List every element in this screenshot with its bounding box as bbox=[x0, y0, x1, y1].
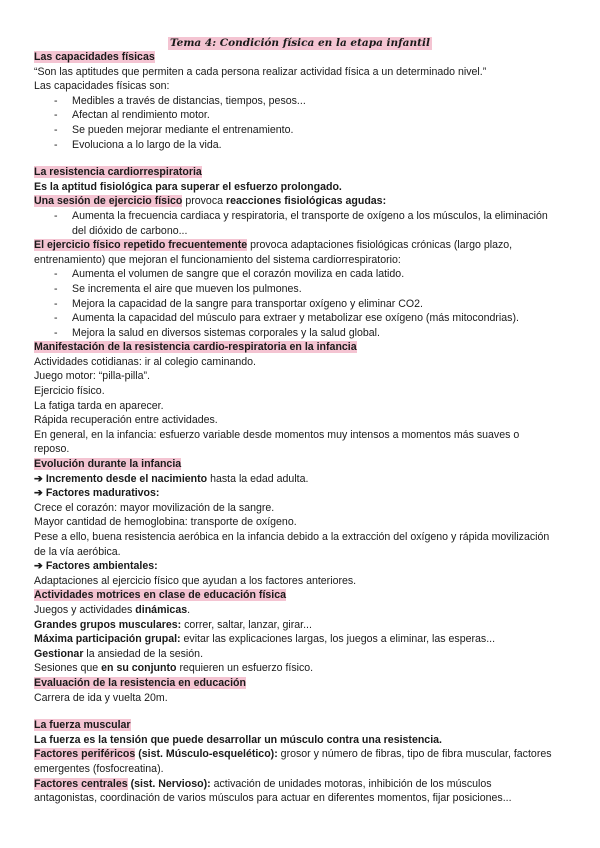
manifestacion-line: Rápida recuperación entre actividades. bbox=[34, 414, 218, 427]
bold-span: en su conjunto bbox=[101, 662, 177, 675]
text-span: Sesiones que bbox=[34, 662, 102, 675]
text-span: Juegos y actividades bbox=[34, 603, 136, 616]
centrales-line bbox=[34, 777, 554, 806]
text-span: . bbox=[187, 603, 191, 616]
incremento-bold: ➔ Incremento desde el nacimiento bbox=[34, 472, 208, 485]
sesion-bold: reacciones fisiológicas agudas: bbox=[225, 195, 387, 208]
repetido-line bbox=[34, 238, 554, 267]
list-item: - Evoluciona a lo largo de la vida. bbox=[34, 138, 554, 153]
text-span: evitar las explicaciones largas, los juegos a eliminar, las esperas... bbox=[180, 633, 496, 646]
incremento-line bbox=[34, 472, 554, 487]
list-item: - Aumenta la capacidad del músculo para extraer y metabolizar ese oxígeno (más mitocondrias). bbox=[34, 311, 554, 326]
list-item: - Medibles a través de distancias, tiempos, pesos... bbox=[34, 94, 554, 109]
actividades-line bbox=[34, 632, 554, 647]
sesion-highlight: Una sesión de ejercicio físico bbox=[34, 195, 183, 208]
list-item: - Afectan al rendimiento motor. bbox=[34, 108, 554, 123]
page-title: Tema 4: Condición física en la etapa infantil bbox=[170, 37, 430, 49]
ambientales-line: Adaptaciones al ejercicio físico que ayudan a los factores anteriores. bbox=[34, 574, 357, 587]
sesion-line bbox=[34, 194, 554, 209]
list-item: - Aumenta la frecuencia cardiaca y respiratoria, el transporte de oxígeno a los músculos, la eliminación del dióxido de carbono... bbox=[34, 209, 554, 238]
madurativos-line: Crece el corazón: mayor movilización de la sangre. bbox=[34, 501, 275, 514]
list-capacidades bbox=[34, 94, 554, 152]
repetido-highlight: El ejercicio físico repetido frecuentemente bbox=[34, 239, 248, 252]
list-item: - Aumenta el volumen de sangre que el corazón moviliza en cada latido. bbox=[34, 267, 554, 282]
perifericos-line bbox=[34, 747, 554, 776]
manifestacion-line: Juego motor: “pilla-pilla”. bbox=[34, 370, 150, 383]
manifestacion-line: En general, en la infancia: esfuerzo variable desde momentos muy intensos a momentos más suaves o reposo. bbox=[34, 428, 520, 456]
heading-fuerza: La fuerza muscular bbox=[34, 719, 131, 732]
list-item: - Se pueden mejorar mediante el entrenamiento. bbox=[34, 123, 554, 138]
text-span: correr, saltar, lanzar, girar... bbox=[181, 618, 312, 631]
heading-manifestacion: Manifestación de la resistencia cardio-respiratoria en la infancia bbox=[34, 341, 357, 354]
evaluacion-line: Carrera de ida y vuelta 20m. bbox=[34, 691, 168, 704]
bold-span: (sist. Músculo-esquelético): bbox=[135, 748, 278, 761]
centrales-highlight: Factores centrales bbox=[34, 777, 128, 790]
document-body bbox=[34, 50, 554, 806]
actividades-line bbox=[34, 618, 554, 633]
list-item: - Se incrementa el aire que mueven los pulmones. bbox=[34, 282, 554, 297]
list-reacciones bbox=[34, 209, 554, 238]
text-span: requieren un esfuerzo físico. bbox=[176, 662, 314, 675]
title-row bbox=[0, 36, 600, 51]
madurativos-line: Mayor cantidad de hemoglobina: transporte de oxígeno. bbox=[34, 516, 297, 529]
heading-resistencia: La resistencia cardiorrespiratoria bbox=[34, 166, 202, 179]
actividades-line bbox=[34, 647, 554, 662]
text-span: la ansiedad de la sesión. bbox=[83, 647, 204, 660]
actividades-line bbox=[34, 603, 554, 618]
heading-actividades: Actividades motrices en clase de educación física bbox=[34, 589, 287, 602]
text-span: activación de unidades motoras, inhibición de los músculos antagonistas, coordinación de varios músculos para actuar en diferentes momentos, fijar posiciones... bbox=[34, 777, 512, 805]
madurativos-line: Pese a ello, buena resistencia aeróbica en la infancia debido a la extracción del oxígeno y rápida movilización de la vía aeróbica. bbox=[34, 531, 550, 558]
actividades-line bbox=[34, 661, 554, 676]
quote-capacidades: “Son las aptitudes que permiten a cada persona realizar actividad física a un determinado nivel.” bbox=[34, 65, 487, 78]
heading-capacidades: Las capacidades físicas bbox=[34, 51, 155, 63]
bold-span: dinámicas bbox=[135, 603, 188, 616]
intro-capacidades: Las capacidades físicas son: bbox=[34, 80, 170, 93]
heading-evaluacion: Evaluación de la resistencia en educación bbox=[34, 676, 246, 689]
list-item: - Mejora la capacidad de la sangre para transportar oxígeno y eliminar CO2. bbox=[34, 297, 554, 312]
manifestacion-line: Ejercicio físico. bbox=[34, 385, 105, 398]
bold-span: Gestionar bbox=[34, 647, 84, 660]
madurativos-heading: ➔ Factores madurativos: bbox=[34, 487, 160, 500]
heading-evolucion: Evolución durante la infancia bbox=[34, 458, 182, 471]
list-adaptaciones bbox=[34, 267, 554, 340]
bold-span: Grandes grupos musculares: bbox=[34, 618, 182, 631]
def-fuerza: La fuerza es la tensión que puede desarrollar un músculo contra una resistencia. bbox=[34, 733, 442, 746]
incremento-rest: hasta la edad adulta. bbox=[207, 472, 309, 485]
list-item: - Mejora la salud en diversos sistemas corporales y la salud global. bbox=[34, 326, 554, 341]
def-resistencia: Es la aptitud fisiológica para superar el esfuerzo prolongado. bbox=[34, 180, 342, 193]
manifestacion-line: La fatiga tarda en aparecer. bbox=[34, 399, 164, 412]
sesion-mid: provoca bbox=[182, 195, 226, 208]
perifericos-highlight: Factores periféricos bbox=[34, 748, 136, 761]
manifestacion-line: Actividades cotidianas: ir al colegio caminando. bbox=[34, 355, 257, 368]
bold-span: Máxima participación grupal: bbox=[34, 633, 181, 646]
text-span: grosor y número de fibras, tipo de fibra muscular, factores emergentes (fosfocreatina). bbox=[34, 748, 552, 775]
repetido-rest: provoca adaptaciones fisiológicas crónicas (largo plazo, entrenamiento) que mejoran el funcionamiento del sistema cardiorrespiratorio: bbox=[34, 239, 513, 266]
bold-span: (sist. Nervioso): bbox=[127, 777, 211, 790]
ambientales-heading: ➔ Factores ambientales: bbox=[34, 560, 158, 573]
